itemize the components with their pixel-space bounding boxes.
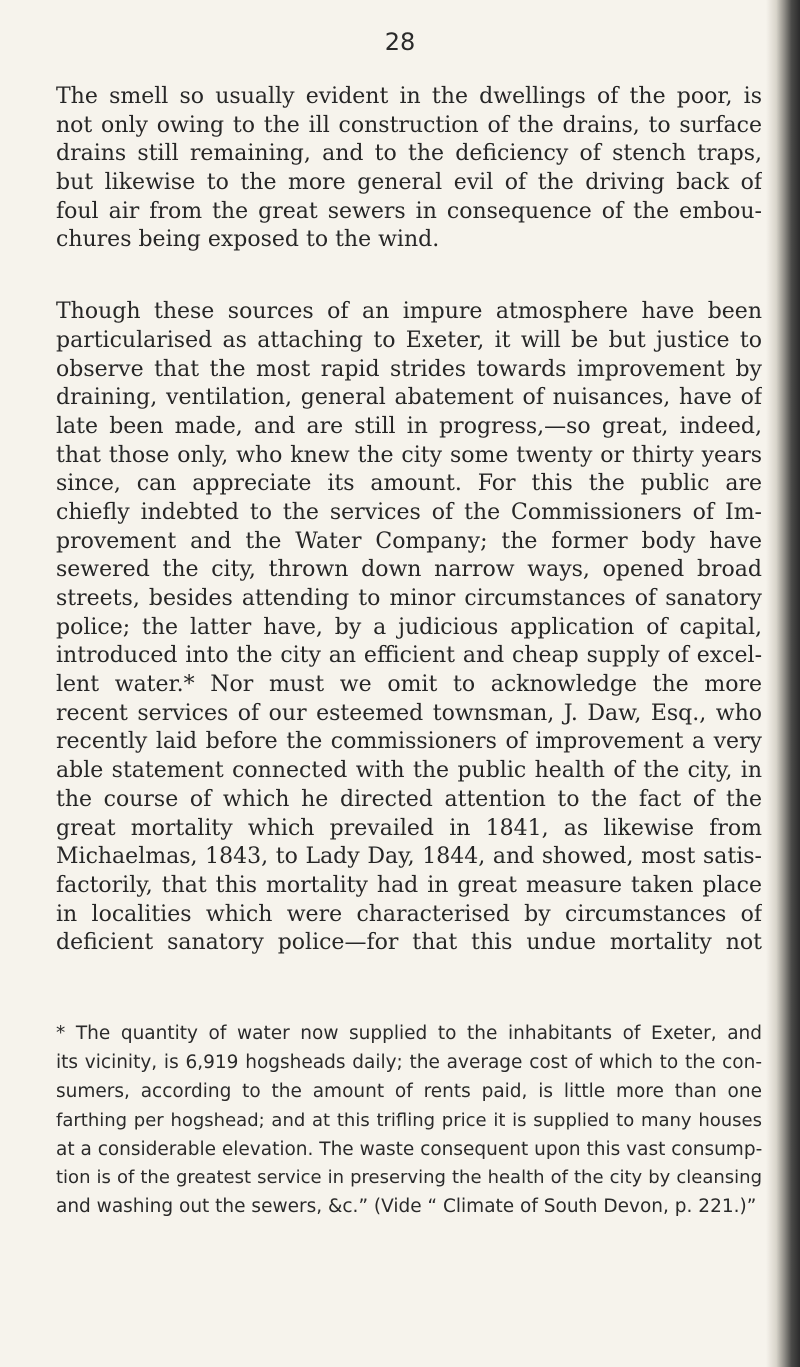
text-line: lent water.* Nor must we omit to acknowledge the more	[56, 672, 762, 698]
paragraph-1	[56, 83, 762, 255]
text-line: The smell so usually evident in the dwellings of the poor, is	[56, 84, 762, 109]
text-line: Michaelmas, 1843, to Lady Day, 1844, and showed, most satis-	[56, 844, 762, 870]
text-line: police; the latter have, by a judicious application of capital,	[56, 614, 762, 640]
text-line: since, can appreciate its amount. For this the public are	[56, 471, 762, 497]
paragraph-2	[56, 298, 762, 958]
text-line: introduced into the city an efficient and cheap supply of excel-	[56, 643, 762, 669]
text-line: sewered the city, thrown down narrow ways, opened broad	[56, 557, 762, 583]
text-line: late been made, and are still in progress,—so great, indeed,	[56, 413, 762, 439]
text-line: not only owing to the ill construction of the drains, to surface	[56, 112, 762, 138]
text-line: chures being exposed to the wind.	[56, 227, 440, 253]
text-line: that those only, who knew the city some twenty or thirty years	[56, 442, 762, 468]
text-line: streets, besides attending to minor circumstances of sanatory	[56, 586, 762, 611]
text-line: draining, ventilation, general abatement of nuisances, have of	[56, 385, 762, 411]
body-text	[56, 83, 762, 958]
footnote-line: tion is of the greatest service in preserving the health of the city by cleansing	[56, 1167, 762, 1189]
text-line: factorily, that this mortality had in great measure taken place	[56, 872, 762, 898]
text-line: but likewise to the more general evil of the driving back of	[56, 170, 762, 196]
footnote-line: and washing out the sewers, &c.” (Vide “ Climate of South Devon, p. 221.)”	[56, 1196, 757, 1218]
footnote-line: at a considerable elevation. The waste consequent upon this vast consump-	[56, 1138, 762, 1160]
text-line: observe that the most rapid strides towards improvement by	[56, 356, 762, 382]
page-number: 28	[384, 28, 416, 56]
paragraph-gap	[56, 255, 762, 298]
text-line: recent services of our esteemed townsman, J. Daw, Esq., who	[56, 700, 762, 726]
text-line: drains still remaining, and to the deficiency of stench traps,	[56, 141, 762, 167]
footnote	[56, 1020, 762, 1222]
binding-shadow	[766, 0, 800, 1367]
text-line: able statement connected with the public health of the city, in	[56, 758, 762, 784]
footnote-line: its vicinity, is 6,919 hogsheads daily; the average cost of which to the con-	[56, 1051, 762, 1073]
text-line: chiefly indebted to the services of the Commissioners of Im-	[56, 499, 762, 525]
text-line: great mortality which prevailed in 1841, as likewise from	[56, 815, 762, 841]
text-line: the course of which he directed attention to the fact of the	[56, 786, 762, 812]
text-line: deficient sanatory police—for that this undue mortality not	[56, 930, 762, 956]
footnote-line: * The quantity of water now supplied to the inhabitants of Exeter, and	[56, 1023, 762, 1044]
text-line: Though these sources of an impure atmosphere have been	[56, 299, 762, 325]
footnote-line: sumers, according to the amount of rents paid, is little more than one	[56, 1080, 762, 1102]
text-line: particularised as attaching to Exeter, it will be but justice to	[56, 327, 762, 353]
text-line: recently laid before the commissioners of improvement a very	[56, 729, 762, 755]
footnote-line: farthing per hogshead; and at this trifling price it is supplied to many houses	[56, 1109, 762, 1131]
text-line: provement and the Water Company; the former body have	[56, 528, 762, 554]
text-line: in localities which were characterised by circumstances of	[56, 901, 762, 927]
text-line: foul air from the great sewers in consequence of the embou-	[56, 198, 762, 224]
